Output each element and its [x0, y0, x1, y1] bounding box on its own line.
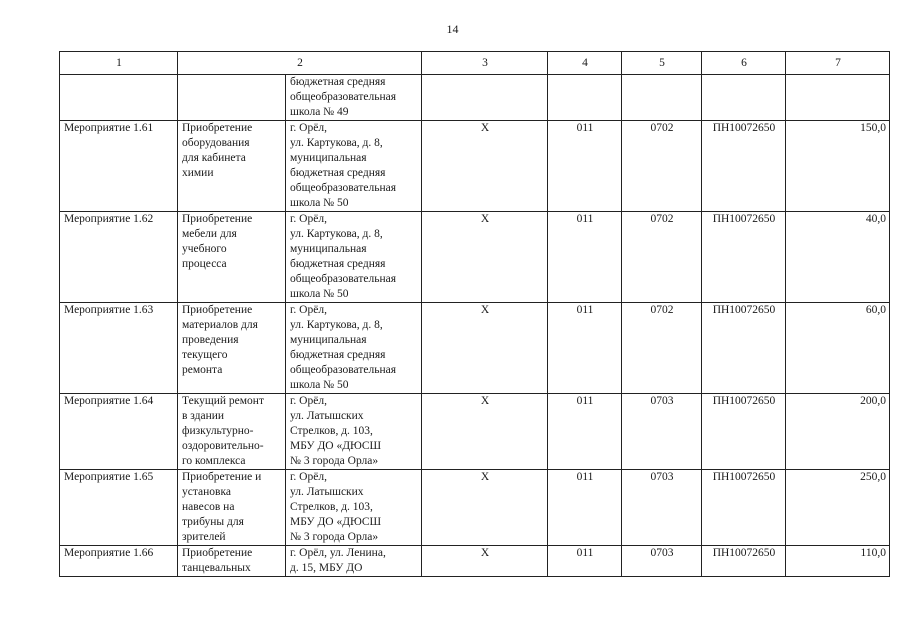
amount-cell: 110,0: [786, 546, 890, 577]
page-number: 14: [446, 22, 459, 36]
name-text: Приобретение оборудования для кабинета химии: [182, 122, 253, 179]
amount-cell: [786, 75, 890, 121]
x-cell: Х: [422, 212, 548, 303]
x-cell: Х: [422, 303, 548, 394]
address-cell: [286, 212, 422, 303]
name-cell: [178, 212, 286, 303]
column-header: 1: [60, 52, 178, 75]
address-cell: [286, 121, 422, 212]
amount-cell: 40,0: [786, 212, 890, 303]
name-cell: [178, 546, 286, 577]
csr-cell: ПН10072650: [702, 546, 786, 577]
name-text: Приобретение материалов для проведения текущего ремонта: [182, 304, 258, 376]
name-cell: [178, 121, 286, 212]
event-cell: Мероприятие 1.63: [60, 303, 178, 394]
section-cell: [622, 75, 702, 121]
column-header: 4: [548, 52, 622, 75]
name-cell: [178, 394, 286, 470]
csr-cell: ПН10072650: [702, 470, 786, 546]
grbs-cell: [548, 75, 622, 121]
section-cell: 0703: [622, 470, 702, 546]
address-cell: [286, 303, 422, 394]
amount-cell: 150,0: [786, 121, 890, 212]
name-text: Приобретение и установка навесов на трибуны для зрителей: [182, 471, 262, 543]
address-text: бюджетная средняя общеобразовательная школа № 49: [290, 76, 396, 118]
address-cell: [286, 75, 422, 121]
table-row: [60, 75, 890, 121]
address-text: г. Орёл, ул. Картукова, д. 8, муниципальная бюджетная средняя общеобразовательная школа № 50: [290, 122, 396, 209]
name-text: Приобретение мебели для учебного процесса: [182, 213, 253, 270]
table-row: [60, 303, 890, 394]
grbs-cell: 011: [548, 394, 622, 470]
grbs-cell: 011: [548, 121, 622, 212]
section-cell: 0702: [622, 303, 702, 394]
csr-cell: ПН10072650: [702, 394, 786, 470]
table-row: [60, 212, 890, 303]
event-cell: Мероприятие 1.65: [60, 470, 178, 546]
table-row: [60, 470, 890, 546]
table-row: [60, 121, 890, 212]
grbs-cell: 011: [548, 303, 622, 394]
event-cell: Мероприятие 1.62: [60, 212, 178, 303]
address-cell: [286, 470, 422, 546]
section-cell: 0703: [622, 546, 702, 577]
x-cell: Х: [422, 546, 548, 577]
event-cell: Мероприятие 1.61: [60, 121, 178, 212]
address-cell: [286, 546, 422, 577]
address-text: г. Орёл, ул. Латышских Стрелков, д. 103, МБУ ДО «ДЮСШ № 3 города Орла»: [290, 395, 382, 467]
table-header-row: [60, 52, 890, 75]
column-header: 3: [422, 52, 548, 75]
column-header: 5: [622, 52, 702, 75]
csr-cell: ПН10072650: [702, 212, 786, 303]
column-header: 7: [786, 52, 890, 75]
amount-cell: 60,0: [786, 303, 890, 394]
section-cell: 0702: [622, 212, 702, 303]
amount-cell: 200,0: [786, 394, 890, 470]
x-cell: Х: [422, 121, 548, 212]
column-header: 6: [702, 52, 786, 75]
address-text: г. Орёл, ул. Картукова, д. 8, муниципальная бюджетная средняя общеобразовательная школа № 50: [290, 213, 396, 300]
name-text: Приобретение танцевальных: [182, 547, 253, 574]
amount-cell: 250,0: [786, 470, 890, 546]
grbs-cell: 011: [548, 546, 622, 577]
csr-cell: [702, 75, 786, 121]
name-cell: [178, 303, 286, 394]
event-cell: [60, 75, 178, 121]
event-cell: Мероприятие 1.64: [60, 394, 178, 470]
section-cell: 0703: [622, 394, 702, 470]
address-text: г. Орёл, ул. Ленина, д. 15, МБУ ДО: [290, 547, 386, 574]
name-cell: [178, 75, 286, 121]
column-header: 2: [178, 52, 422, 75]
section-cell: 0702: [622, 121, 702, 212]
csr-cell: ПН10072650: [702, 303, 786, 394]
name-cell: [178, 470, 286, 546]
csr-cell: ПН10072650: [702, 121, 786, 212]
table-row: [60, 394, 890, 470]
grbs-cell: 011: [548, 212, 622, 303]
x-cell: Х: [422, 470, 548, 546]
address-text: г. Орёл, ул. Картукова, д. 8, муниципальная бюджетная средняя общеобразовательная школа № 50: [290, 304, 396, 391]
address-text: г. Орёл, ул. Латышских Стрелков, д. 103, МБУ ДО «ДЮСШ № 3 города Орла»: [290, 471, 382, 543]
x-cell: Х: [422, 394, 548, 470]
name-text: Текущий ремонт в здании физкультурно- оздоровительно- го комплекса: [182, 395, 264, 467]
event-cell: Мероприятие 1.66: [60, 546, 178, 577]
x-cell: [422, 75, 548, 121]
address-cell: [286, 394, 422, 470]
table-row: [60, 546, 890, 577]
budget-table: [59, 51, 890, 577]
grbs-cell: 011: [548, 470, 622, 546]
